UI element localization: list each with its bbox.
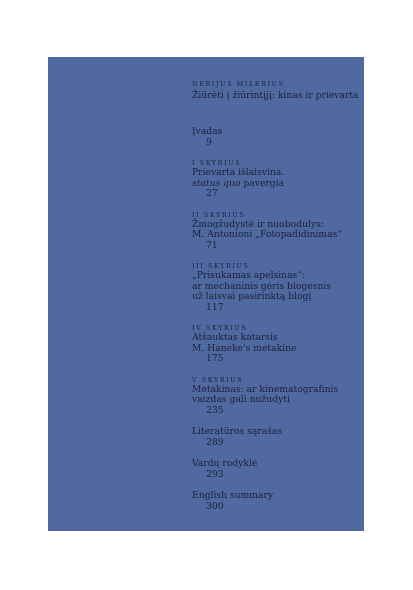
entry-title-line: Žmogžudystė ir nuobodulys: [192,218,324,230]
table-of-contents [192,80,364,523]
entry-page-number: 71 [206,239,218,251]
entry-title-line: M. Haneke's metakine [192,342,297,354]
entry-page-number: 175 [206,353,224,364]
entry-page-number: 293 [206,468,224,480]
entry-page-number: 9 [206,136,212,148]
entry-title-italic: status quo [192,177,241,189]
book-title: Žiūrėti į žiūrintįjį: kinas ir prievarta [192,90,359,101]
entry-title-line: M. Antonioni „Fotopadidinimas“ [192,229,343,240]
book-page [48,57,364,531]
entry-title-line: Vardų rodyklė [192,458,258,469]
chapter-label: III SKYRIUS [192,262,250,270]
author-name: NERIJUS MILERIUS [192,80,285,88]
toc-entry [192,262,364,313]
toc-entry [192,211,364,252]
toc-entry [192,459,364,480]
entry-title-line: Metakinas: ar kinematografinis [192,383,339,395]
toc-entry [192,427,364,448]
entry-page-number: 300 [206,500,224,512]
entry-page-number: 27 [206,188,218,199]
toc-entry [192,159,364,200]
chapter-label: V SKYRIUS [192,375,244,384]
entry-page-number: 289 [206,436,224,448]
chapter-label: IV SKYRIUS [192,324,248,332]
entry-title-line: Literatūros sąrašas [192,426,283,437]
entry-page-number: 235 [206,404,224,416]
entry-page-number: 117 [206,301,224,313]
entry-title-line: Atšauktas katarsis [192,332,278,343]
entry-title-line: English summary [192,490,274,501]
toc-entry [192,324,364,365]
toc-entry [192,491,364,512]
chapter-label: II SKYRIUS [192,210,246,219]
toc-entries [192,127,364,512]
entry-title-line: už laisvai pasirinktą blogį [192,291,312,302]
chapter-label: I SKYRIUS [192,159,242,167]
entry-title-line: „Prisukamas apelsinas“: [192,270,306,281]
entry-title-line: Įvadas [192,126,223,137]
entry-title-rest: pavergia [240,177,285,189]
entry-title-line: vaizdas gali nužudyti [192,394,290,405]
toc-entry [192,376,364,417]
toc-entry [192,127,364,148]
entry-title-line: Prievarta išlaisvina. [192,167,285,178]
entry-title-line: ar mechaninis gėris blogesnis [192,280,332,292]
